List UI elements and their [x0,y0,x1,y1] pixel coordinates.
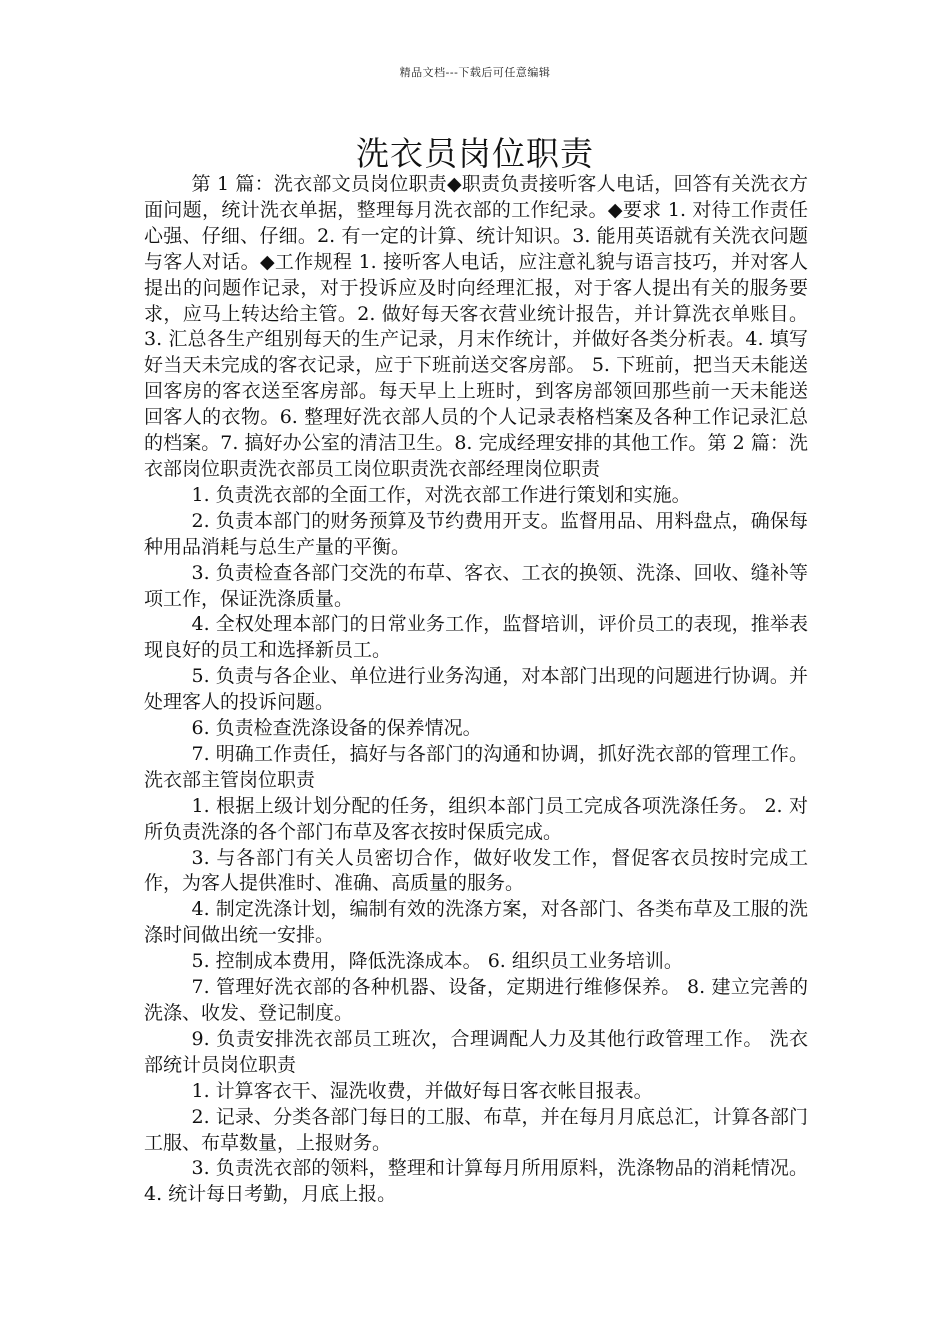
paragraph: 2. 记录、分类各部门每日的工服、布草，并在每月月底总汇，计算各部门工服、布草数量，上报财务。 [144,1105,808,1154]
paragraph: 第 1 篇：洗衣部文员岗位职责◆职责负责接听客人电话，回答有关洗衣方面问题，统计洗衣单据，整理每月洗衣部的工作纪录。◆要求 1. 对待工作责任心强、仔细、仔细。2. 有一定的计算、统计知识。3. 能用英语就有关洗衣问题与客人对话。◆工作规程 1. 接听客人电话，应注意礼貌与语言技巧，并对客人提出的问题作记录，对于投诉应及时向经理汇报，对于客人提出有关的服务要求，应马上转达给主管。2. 做好每天客衣营业统计报告，并计算洗衣单账目。3. 汇总各生产组别每天的生产记录，月末作统计，并做好各类分析表。4. 填写好当天未完成的客衣记录，应于下班前送交客房部。 5. 下班前，把当天未能送回客房的客衣送至客房部。每天早上上班时，到客房部领回那些前一天未能送回客人的衣物。6. 整理好洗衣部人员的个人记录表格档案及各种工作记录汇总的档案。7. 搞好办公室的清洁卫生。8. 完成经理安排的其他工作。第 2 篇：洗衣部岗位职责洗衣部员工岗位职责洗衣部经理岗位职责 [144,173,808,480]
header-note: 精品文档---下载后可任意编辑 [399,66,551,79]
paragraph: 6. 负责检查洗涤设备的保养情况。 [191,717,482,740]
paragraph: 5. 负责与各企业、单位进行业务沟通，对本部门出现的问题进行协调。并处理客人的投诉问题。 [144,665,808,714]
paragraph: 3. 与各部门有关人员密切合作，做好收发工作，督促客衣员按时完成工作，为客人提供准时、准确、高质量的服务。 [144,846,808,895]
paragraph: 5. 控制成本费用，降低洗涤成本。 6. 组织员工业务培训。 [191,950,683,973]
document-title: 洗衣员岗位职责 [356,134,594,173]
paragraph: 9. 负责安排洗衣部员工班次，合理调配人力及其他行政管理工作。 洗衣部统计员岗位职责 [144,1027,808,1076]
paragraph: 4. 制定洗涤计划，编制有效的洗涤方案，对各部门、各类布草及工服的洗涤时间做出统一安排。 [144,898,808,947]
document-body [144,172,808,1208]
paragraph: 3. 负责洗衣部的领料，整理和计算每月所用原料，洗涤物品的消耗情况。 4. 统计每日考勤，月底上报。 [144,1157,808,1206]
paragraph: 3. 负责检查各部门交洗的布草、客衣、工衣的换领、洗涤、回收、缝补等项工作，保证洗涤质量。 [144,561,808,610]
paragraph: 7. 管理好洗衣部的各种机器、设备，定期进行维修保养。 8. 建立完善的洗涤、收发、登记制度。 [144,976,808,1024]
paragraph: 1. 计算客衣干、湿洗收费，并做好每日客衣帐目报表。 [191,1079,653,1102]
paragraph: 2. 负责本部门的财务预算及节约费用开支。监督用品、用料盘点，确保每种用品消耗与总生产量的平衡。 [144,509,808,558]
paragraph: 4. 全权处理本部门的日常业务工作，监督培训，评价员工的表现，推举表现良好的员工和选择新员工。 [144,613,808,662]
paragraph: 1. 负责洗衣部的全面工作，对洗衣部工作进行策划和实施。 [191,483,691,506]
paragraph: 1. 根据上级计划分配的任务，组织本部门员工完成各项洗涤任务。 2. 对所负责洗涤的各个部门布草及客衣按时保质完成。 [144,794,808,843]
paragraph: 7. 明确工作责任，搞好与各部门的沟通和协调，抓好洗衣部的管理工作。 洗衣部主管岗位职责 [144,742,808,791]
